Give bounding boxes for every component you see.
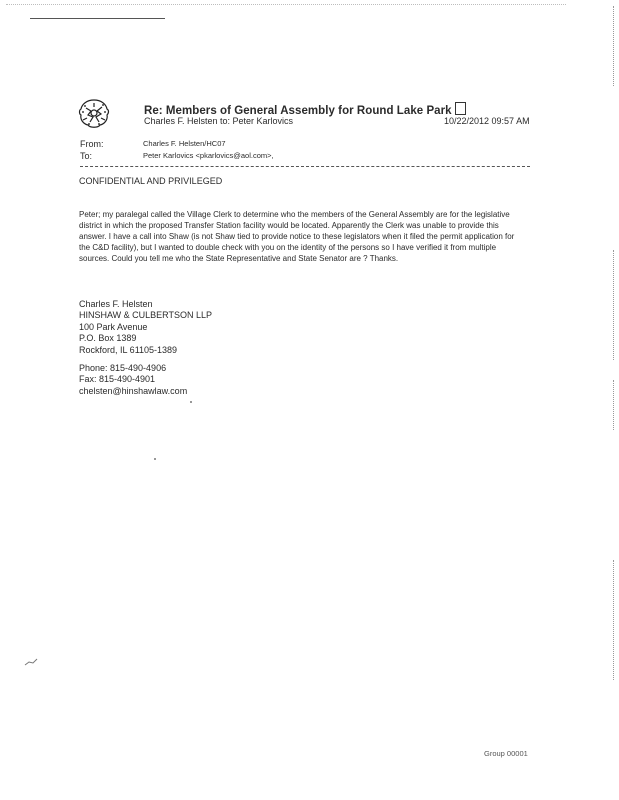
- scan-speck: [154, 458, 156, 460]
- confidential-notice: CONFIDENTIAL AND PRIVILEGED: [79, 176, 223, 186]
- scan-noise-top-dots: [6, 4, 566, 5]
- signature-address-line: P.O. Box 1389: [79, 333, 137, 344]
- scan-edge-mark: [613, 380, 615, 430]
- scan-speck: [190, 401, 192, 403]
- scan-scratch: [24, 658, 38, 666]
- email-body: Peter; my paralegal called the Village Clerk to determine who the members of the General Assembly are for the legislative district in which the proposed Transfer Station facility would be located. Apparently the Clerk was unable to provide this answer. I have a call into Shaw (is not Shaw tied to provide notice to these legislators when it filed the permit application for the C&D facility), but I wanted to double check with you on the identity of the persons so I have verified it from multiple sources. Could you tell me who the State Representative and State Senator are ? Thanks.: [79, 210, 515, 263]
- from-label: From:: [80, 139, 104, 149]
- scan-edge-mark: [613, 560, 615, 680]
- signature-phone: Phone: 815-490-4906: [79, 363, 167, 373]
- page-stamp: Group 00001: [484, 749, 528, 758]
- contact-block: [79, 363, 187, 397]
- thread-icon: [455, 102, 466, 115]
- email-date: 10/22/2012 09:57 AM: [444, 116, 530, 126]
- signature-email: chelsten@hinshawlaw.com: [79, 385, 188, 396]
- scan-noise-top-line: [30, 18, 165, 19]
- sender-avatar-icon: [77, 98, 111, 130]
- to-value: Peter Karlovics <pkarlovics@aol.com>,: [143, 151, 274, 160]
- signature-name: Charles F. Helsten: [79, 299, 153, 309]
- signature-fax: Fax: 815-490-4901: [79, 374, 156, 385]
- email-subject: [144, 102, 466, 117]
- from-value: Charles F. Helsten/HC07: [143, 139, 226, 148]
- signature-address-line: 100 Park Avenue: [79, 321, 148, 332]
- header-divider: [80, 166, 530, 167]
- scan-edge-mark: [613, 6, 615, 86]
- scan-edge-mark: [613, 250, 615, 360]
- email-subject-text: Re: Members of General Assembly for Round Lake Park: [144, 105, 452, 117]
- to-label: To:: [80, 151, 93, 161]
- signature-block: [79, 299, 212, 356]
- signature-firm: HINSHAW & CULBERTSON LLP: [79, 310, 213, 321]
- signature-address-line: Rockford, IL 61105-1389: [79, 344, 178, 355]
- sender-line: Charles F. Helsten to: Peter Karlovics: [144, 116, 294, 126]
